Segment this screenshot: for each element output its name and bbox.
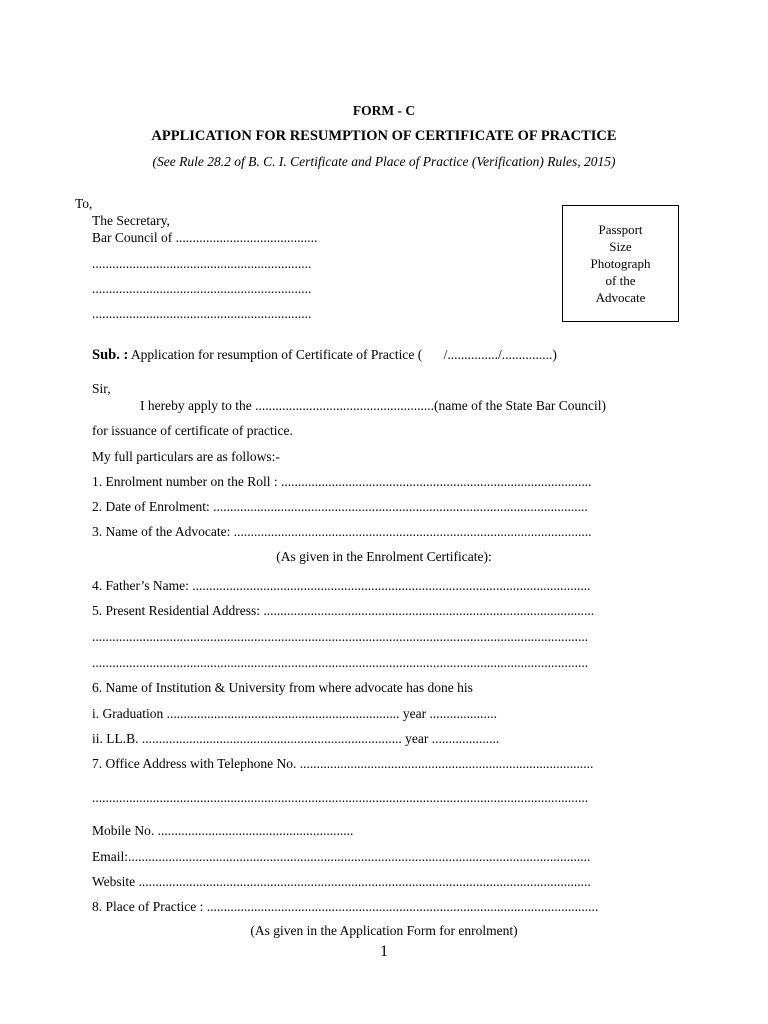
- residential-address-line-2[interactable]: ...................................................................................................................................................: [92, 629, 589, 644]
- advocate-name-field[interactable]: 3. Name of the Advocate: ..........................................................................................................: [92, 524, 592, 539]
- to-label: To,: [75, 196, 93, 211]
- photo-label-line: Size: [609, 239, 632, 254]
- apply-line[interactable]: I hereby apply to the .....................................................(name of the State Bar Council): [140, 398, 607, 413]
- form-title: FORM - C: [352, 103, 416, 118]
- photo-label-line: of the: [605, 273, 636, 288]
- passport-photo-box[interactable]: [562, 205, 679, 322]
- residential-address-field[interactable]: 5. Present Residential Address: ..................................................................................................: [92, 603, 595, 618]
- llb-field[interactable]: ii. LL.B. ............................................................................. year ....................: [92, 731, 500, 746]
- photo-label-line: Advocate: [595, 290, 646, 305]
- website-field[interactable]: Website ......................................................................................................................................: [92, 874, 591, 889]
- salutation: Sir,: [92, 381, 111, 396]
- address-line-1[interactable]: .................................................................: [92, 256, 312, 271]
- particulars-intro: My full particulars are as follows:-: [92, 449, 280, 464]
- subject-date-field[interactable]: /.............../...............): [443, 347, 557, 362]
- office-address-field[interactable]: 7. Office Address with Telephone No. .......................................................................................: [92, 756, 594, 771]
- subject-line: [92, 347, 557, 363]
- place-of-practice-field[interactable]: 8. Place of Practice : ....................................................................................................................: [92, 899, 599, 914]
- secretary-label: The Secretary,: [92, 213, 170, 228]
- enrolment-number-field[interactable]: 1. Enrolment number on the Roll : ............................................................................................: [92, 474, 592, 489]
- fathers-name-field[interactable]: 4. Father’s Name: ......................................................................................................................: [92, 578, 591, 593]
- place-note: (As given in the Application Form for enrolment): [250, 923, 518, 938]
- photo-label-line: Passport: [598, 222, 643, 237]
- page-number: 1: [380, 943, 388, 960]
- office-address-line-2[interactable]: ...................................................................................................................................................: [92, 790, 589, 805]
- date-of-enrolment-field[interactable]: 2. Date of Enrolment: ...............................................................................................................: [92, 499, 588, 514]
- graduation-field[interactable]: i. Graduation ..................................................................... year ....................: [92, 706, 497, 721]
- address-line-2[interactable]: .................................................................: [92, 281, 312, 296]
- institution-heading: 6. Name of Institution & University from where advocate has done his: [92, 680, 473, 695]
- subject-label: Sub. :: [92, 347, 129, 363]
- address-line-3[interactable]: .................................................................: [92, 306, 312, 321]
- mobile-field[interactable]: Mobile No. ..........................................................: [92, 823, 354, 838]
- bar-council-field[interactable]: Bar Council of ..........................................: [92, 230, 318, 245]
- photo-label-line: Photograph: [590, 256, 651, 271]
- rule-note: (See Rule 28.2 of B. C. I. Certificate and Place of Practice (Verification) Rules, 2015): [152, 154, 616, 169]
- name-note: (As given in the Enrolment Certificate):: [276, 549, 492, 564]
- email-field[interactable]: Email:.........................................................................................................................................: [92, 849, 591, 864]
- main-title: APPLICATION FOR RESUMPTION OF CERTIFICATE OF PRACTICE: [151, 128, 617, 144]
- issuance-line: for issuance of certificate of practice.: [92, 423, 293, 438]
- residential-address-line-3[interactable]: ...................................................................................................................................................: [92, 655, 589, 670]
- subject-text: Application for resumption of Certificate of Practice (: [130, 347, 423, 362]
